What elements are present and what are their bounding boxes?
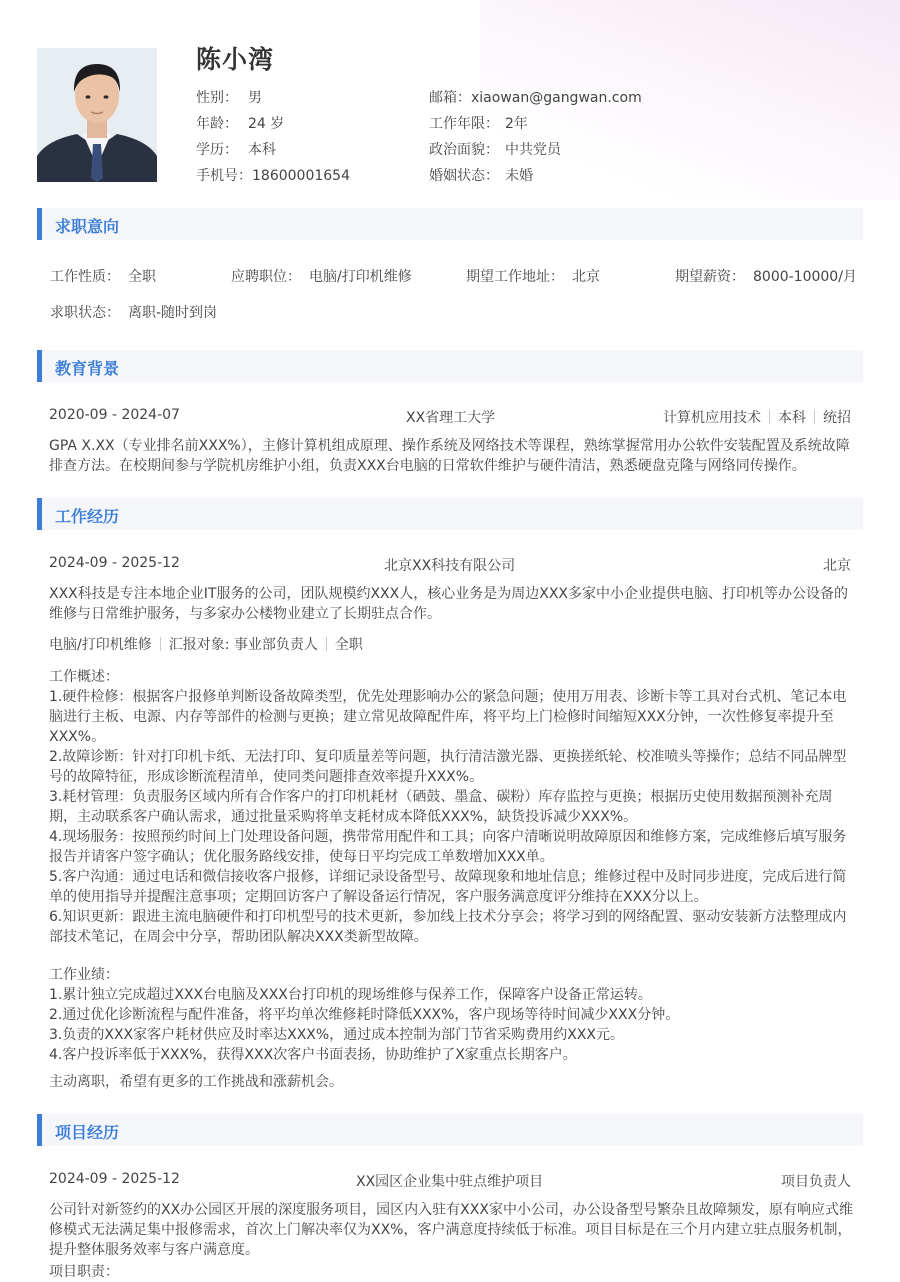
section-title: 求职意向 <box>55 217 120 236</box>
overview-item: 1.硬件检修：根据客户报修单判断设备故障类型，优先处理影响办公的紧急问题；使用万用表、诊断卡等工具对台式机、笔记本电脑进行主板、电源、内存等部件的检测与更换；建立常见故障配件库，将平均上门检修时间缩短XXX分钟，一次性修复率提升至XXX%。 <box>49 689 847 745</box>
expected-location-value: 北京 <box>572 269 600 285</box>
section-accent <box>37 498 42 530</box>
political-status-row <box>429 139 561 159</box>
applied-position-label: 应聘职位： <box>231 269 301 285</box>
age-value: 24 岁 <box>248 116 285 132</box>
marital-status-row <box>429 165 533 185</box>
education-date: 2020-09 - 2024-07 <box>49 407 180 423</box>
email-row <box>429 87 642 107</box>
school-name: XX省理工大学 <box>406 410 496 426</box>
degree-label: 学历： <box>196 142 238 158</box>
tag-separator <box>160 637 161 651</box>
report-to: 汇报对象: 事业部负责人 <box>168 637 318 653</box>
work-date: 2024-09 - 2025-12 <box>49 555 180 571</box>
work-position: 电脑/打印机维修 <box>49 637 152 653</box>
phone-row <box>196 165 350 185</box>
phone-value: 18600001654 <box>252 168 350 184</box>
overview-title: 工作概述： <box>49 669 119 685</box>
marital-status-label: 婚姻状态： <box>429 168 499 184</box>
expected-location-label: 期望工作地址： <box>466 269 564 285</box>
company-name: 北京XX科技有限公司 <box>384 558 516 574</box>
result-item: 4.客户投诉率低于XXX%，获得XXX次客户书面表扬，协助维护了X家重点长期客户。 <box>49 1047 577 1063</box>
project-description: 公司针对新签约的XX办公园区开展的深度服务项目，园区内入驻有XXX家中小公司，办公设备型号繁杂且故障频发，原有响应式维修模式无法满足集中报修需求，首次上门解决率仅为XX%，客户满意度持续低于标准。项目目标是在三个月内建立驻点服务机制，提升整体服务效率与客户满意度。 <box>49 1202 853 1258</box>
section-accent <box>37 350 42 382</box>
expected-salary-value: 8000-10000/月 <box>753 269 857 285</box>
age-row <box>196 113 284 133</box>
project-name: XX园区企业集中驻点维护项目 <box>356 1174 544 1190</box>
result-item: 2.通过优化诊断流程与配件准备，将平均单次维修耗时降低XXX%，客户现场等待时间减少XXX分钟。 <box>49 1007 680 1023</box>
work-overview <box>49 667 854 947</box>
results-title: 工作业绩： <box>49 967 119 983</box>
education-description: GPA X.XX（专业排名前XXX%），主修计算机组成原理、操作系统及网络技术等课程，熟练掌握常用办公软件安装配置及系统故障排查方法。在校期间参与学院机房维护小组，负责XXX台电脑的日常软件维护与硬件清洁，熟悉硬盘克隆与网络同传操作。 <box>49 438 850 474</box>
overview-item: 5.客户沟通：通过电话和微信接收客户报修，详细记录设备型号、故障现象和地址信息；维修过程中及时同步进度，完成后进行简单的使用指导并提醒注意事项；定期回访客户了解设备运行情况，客户服务满意度评分维持在XXX分以上。 <box>49 869 847 905</box>
degree: 本科 <box>778 410 806 426</box>
section-job-intent <box>37 208 863 240</box>
expected-salary-label: 期望薪资： <box>675 269 745 285</box>
result-item: 1.累计独立完成超过XXX台电脑及XXX台打印机的现场维修与保养工作，保障客户设备正常运转。 <box>49 987 652 1003</box>
experience-years-row <box>429 113 528 133</box>
gender-label: 性别： <box>196 90 238 106</box>
project-duty-title: 项目职责： <box>49 1264 119 1280</box>
section-title: 教育背景 <box>55 359 120 378</box>
work-type: 全职 <box>334 637 363 653</box>
phone-label: 手机号： <box>196 168 252 184</box>
project-date: 2024-09 - 2025-12 <box>49 1171 180 1187</box>
political-status-label: 政治面貌： <box>429 142 499 158</box>
email-value[interactable]: xiaowan@gangwan.com <box>471 90 642 106</box>
section-title: 项目经历 <box>55 1123 120 1142</box>
job-status-value: 离职-随时到岗 <box>128 305 218 321</box>
work-city: 北京 <box>823 558 851 574</box>
section-project <box>37 1114 863 1146</box>
section-work <box>37 498 863 530</box>
gender-value: 男 <box>248 90 262 106</box>
overview-item: 4.现场服务：按照预约时间上门处理设备问题，携带常用配件和工具；向客户清晰说明故障原因和维修方案，完成维修后填写服务报告并请客户签字确认；优化服务路线安排，使每日平均完成工单数增加XXX单。 <box>49 829 847 865</box>
degree-value: 本科 <box>248 142 276 158</box>
degree-row <box>196 139 276 159</box>
tag-separator <box>326 637 327 651</box>
tag-separator <box>769 410 770 424</box>
candidate-name: 陈小湾 <box>196 45 275 74</box>
overview-item: 3.耗材管理：负责服务区域内所有合作客户的打印机耗材（硒鼓、墨盒、碳粉）库存监控与更换；根据历史使用数据预测补充周期，主动联系客户确认需求，通过批量采购将单支耗材成本降低XXX%，缺货投诉减少XXX%。 <box>49 789 833 825</box>
job-type <box>50 266 156 286</box>
section-accent <box>37 1114 42 1146</box>
age-label: 年龄： <box>196 116 238 132</box>
overview-item: 6.知识更新：跟进主流电脑硬件和打印机型号的技术更新，参加线上技术分享会；将学习到的网络配置、驱动安装新方法整理成内部技术笔记，在周会中分享，帮助团队解决XXX类新型故障。 <box>49 909 847 945</box>
tag-separator <box>814 410 815 424</box>
email-label: 邮箱： <box>429 90 471 106</box>
section-education <box>37 350 863 382</box>
job-type-label: 工作性质： <box>50 269 120 285</box>
applied-position-value: 电脑/打印机维修 <box>309 269 412 285</box>
expected-salary <box>675 266 857 286</box>
applied-position <box>231 266 412 286</box>
leave-reason: 主动离职，希望有更多的工作挑战和涨薪机会。 <box>49 1074 343 1090</box>
section-title: 工作经历 <box>55 507 120 526</box>
job-status-label: 求职状态： <box>50 305 120 321</box>
major: 计算机应用技术 <box>663 410 761 426</box>
avatar <box>37 48 157 182</box>
overview-item: 2.故障诊断：针对打印机卡纸、无法打印、复印质量差等问题，执行清洁激光器、更换搓纸轮、校准喷头等操作；总结不同品牌型号的故障特征，形成诊断流程清单，使同类问题排查效率提升XXX%。 <box>49 749 847 785</box>
political-status-value: 中共党员 <box>505 142 561 158</box>
experience-years-label: 工作年限： <box>429 116 499 132</box>
result-item: 3.负责的XXX家客户耗材供应及时率达XXX%，通过成本控制为部门节省采购费用约XXX元。 <box>49 1027 624 1043</box>
experience-years-value: 2年 <box>505 116 528 132</box>
marital-status-value: 未婚 <box>505 168 533 184</box>
enrollment-type: 统招 <box>823 410 851 426</box>
company-intro: XXX科技是专注本地企业IT服务的公司，团队规模约XXX人，核心业务是为周边XXX多家中小企业提供电脑、打印机等办公设备的维修与日常维护服务，与多家办公楼物业建立了长期驻点合作。 <box>49 586 848 622</box>
gender-row <box>196 87 262 107</box>
work-tags <box>49 634 363 654</box>
project-role: 项目负责人 <box>781 1174 851 1190</box>
job-type-value: 全职 <box>128 269 156 285</box>
work-results <box>49 965 854 1065</box>
expected-location <box>466 266 600 286</box>
job-status <box>50 302 217 322</box>
section-accent <box>37 208 42 240</box>
education-tags <box>663 407 851 427</box>
